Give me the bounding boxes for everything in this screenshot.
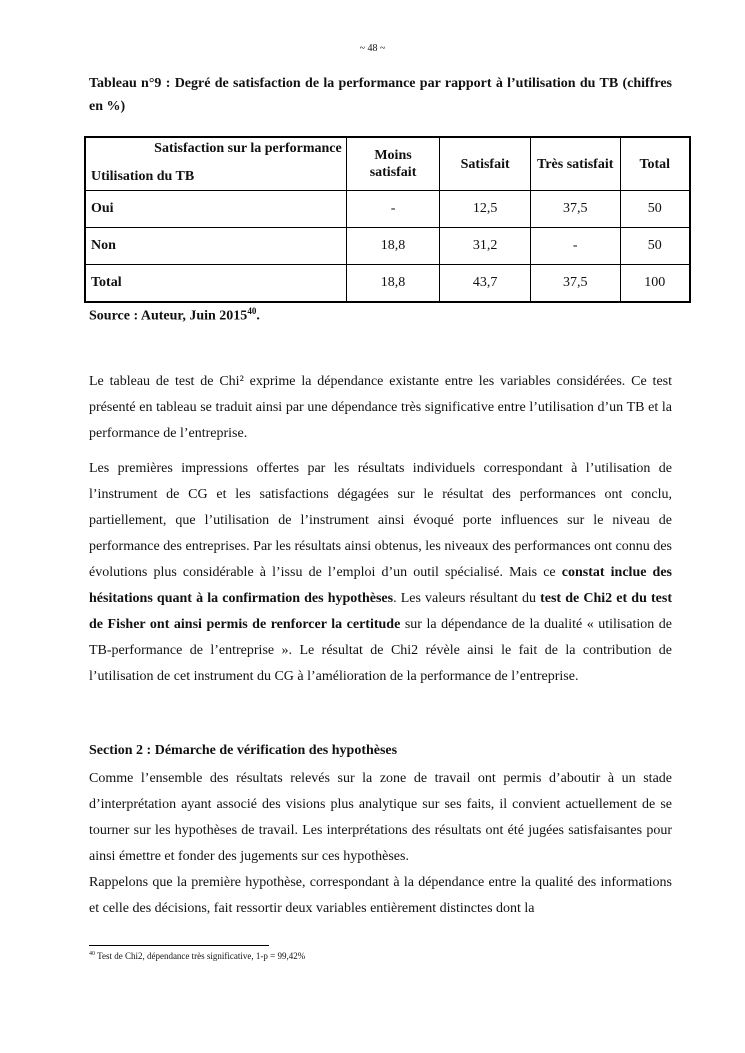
table-row <box>85 228 690 265</box>
bold-text: test de Chi2 et du test de Fisher ont ainsi permis de renforcer la certitude <box>89 591 672 632</box>
row-label: Oui <box>85 191 346 228</box>
paragraph-text: . Les valeurs résultant du <box>393 591 541 606</box>
corner-column-title: Satisfaction sur la performance <box>154 141 342 156</box>
footnote-number: 40 <box>89 951 95 957</box>
table-cell: 37,5 <box>530 265 620 303</box>
source-text: Source : Auteur, Juin 2015 <box>89 308 248 324</box>
section-heading: Section 2 : Démarche de vérification des hypothèses <box>89 743 398 758</box>
table-cell: 43,7 <box>440 265 531 303</box>
table-source <box>89 306 260 325</box>
footnote <box>89 951 305 961</box>
table-caption: Tableau n°9 : Degré de satisfaction de la performance par rapport à l’utilisation du TB (chiffres en %) <box>89 76 672 114</box>
table-cell: 50 <box>620 228 690 265</box>
paragraph-first-impressions <box>89 456 672 690</box>
table-row <box>85 191 690 228</box>
row-label: Non <box>85 228 346 265</box>
table-cell: 12,5 <box>440 191 531 228</box>
bold-text: constat inclue des hésitations quant à la confirmation des hypothèses <box>89 565 673 606</box>
column-header: Très satisfait <box>530 137 620 191</box>
table-row <box>85 265 690 303</box>
footnote-ref: 40 <box>247 306 257 316</box>
paragraph-text: Les premières impressions offertes par les résultats individuels correspondant à l’utilisation de l’instrument de CG et les satisfactions dégagées sur le résultat des performances ont conclu, partiellement, que l’utilisation de l’instrument ainsi évoqué porte influences sur le niveau de performance des entreprises. Par les résultats ainsi obtenus, les niveaux des performances ont connu des évolutions plus considérable à l’issu de l’emploi d’un outil spécialisé. Mais ce <box>89 461 672 580</box>
paragraph-chi2-test: Le tableau de test de Chi² exprime la dépendance existante entre les variables considérées. Ce test présenté en tableau se traduit ainsi par une dépendance très significative entre l’utilisation d’un TB et la performance de l’entreprise. <box>89 374 672 441</box>
table-cell: 31,2 <box>440 228 531 265</box>
column-header: Satisfait <box>440 137 531 191</box>
table-cell: 50 <box>620 191 690 228</box>
row-label: Total <box>85 265 346 303</box>
satisfaction-table <box>84 136 691 303</box>
table-cell: 100 <box>620 265 690 303</box>
paragraph-first-hypothesis: Rappelons que la première hypothèse, correspondant à la dépendance entre la qualité des informations et celle des décisions, fait ressortir deux variables entièrement distinctes dont la <box>89 875 672 916</box>
footnote-divider <box>89 945 269 946</box>
column-header: Moins satisfait <box>346 137 440 191</box>
source-trailing: . <box>256 308 260 324</box>
corner-row-title: Utilisation du TB <box>91 169 195 184</box>
table-cell: 18,8 <box>346 265 440 303</box>
table-header-row <box>85 137 690 191</box>
paragraph-results: Comme l’ensemble des résultats relevés sur la zone de travail ont permis d’aboutir à un stade d’interprétation ayant associé des visions plus analytique sur ses faits, il convient actuellement de se tourner sur les hypothèses de travail. Les interprétations des résultats ont été jugées satisfaisantes pour ainsi émettre et fonder des jugements sur ces hypothèses. <box>89 771 672 864</box>
page-number: ~ 48 ~ <box>359 43 386 54</box>
table-cell: - <box>530 228 620 265</box>
paragraph-text: sur la dépendance de la dualité « utilisation de TB-performance de l’entreprise ». Le résultat de Chi2 révèle ainsi le fait de la contribution de l’utilisation de cet instrument du CG à l’amélioration de la performance de l’entreprise. <box>89 617 672 684</box>
table-corner-cell <box>85 137 346 191</box>
table-cell: 18,8 <box>346 228 440 265</box>
table-cell: - <box>346 191 440 228</box>
column-header: Total <box>620 137 690 191</box>
footnote-text: Test de Chi2, dépendance très significative, 1-p = 99,42% <box>95 951 306 961</box>
table-cell: 37,5 <box>530 191 620 228</box>
